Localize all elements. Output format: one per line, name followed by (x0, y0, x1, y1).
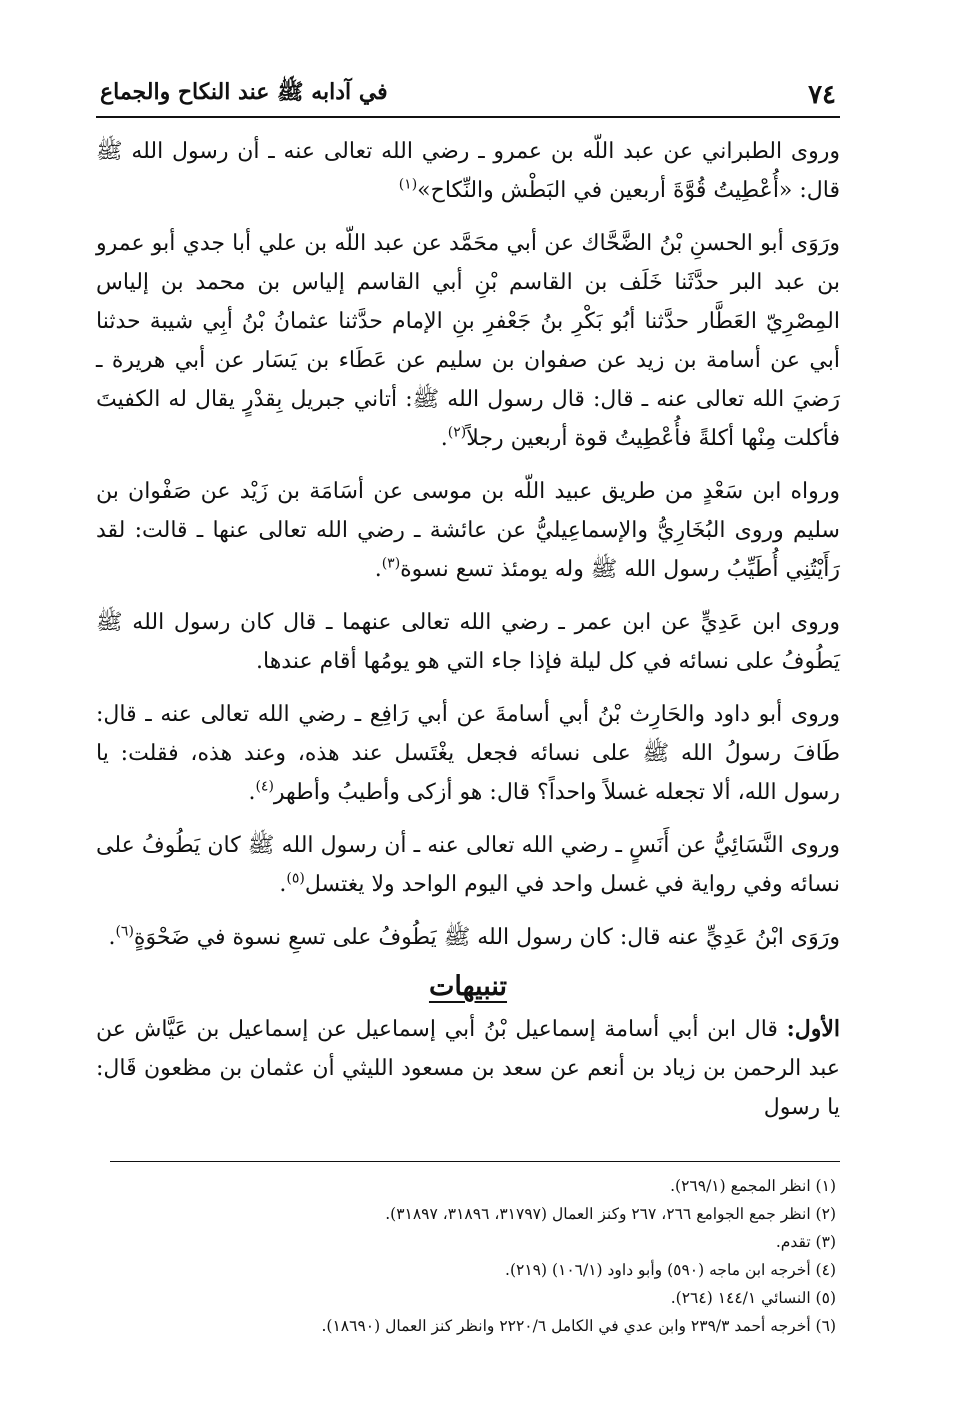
paragraph-first-note (96, 1010, 840, 1127)
paragraph-ibn-adi-1 (96, 603, 840, 681)
footnote-item: (٢) انظر جمع الجوامع ٢٦٦، ٢٦٧ وكنز العمال (٣١٧٩٧، ٣١٨٩٦، ٣١٨٩٧). (385, 1205, 836, 1223)
running-title: في آدابه ﷺ عند النكاح والجماع (100, 79, 388, 105)
paragraph-ibn-adi-2 (96, 918, 840, 957)
footnote-item: (١) انظر المجمع (٢٦٩/١). (670, 1177, 836, 1195)
paragraph-text: ورَوَى ابْنُ عَدِيٍّ عنه قال: كان رسول الله ﷺ يَطُوفُ على تسعِ نسوة في ضَحْوَةٍ (133, 925, 840, 950)
paragraph-text: ورواه ابن سَعْدٍ من طريق عبيد اللّه بن موسى عن أسَامَة بن زَيْد عن صَفْوان بن سليم وروى البُخَارِيُّ والإسماعِيليُّ عن عائشة ـ رضي الله تعالى عنها ـ قالت: لقد رَأَيْتُنِي أُطَيِّبُ رسول الله ﷺ وله يومئذ تسع نسوة (96, 479, 840, 582)
footnote-divider (110, 1161, 840, 1162)
footnote-item: (٥) النسائي ١٤٤/١ (٢٦٤). (670, 1289, 836, 1307)
paragraph-end: . (248, 780, 256, 805)
footnotes (96, 1172, 840, 1340)
paragraph-text: وروى ابن عَدِيٍّ عن ابن عمر ـ رضي الله تعالى عنهما ـ قال كان رسول الله ﷺ يَطُوفُ على نسائه في كل ليلة فإذا جاء التي هو يومُها أقام عندها. (96, 610, 840, 674)
footnote-ref[interactable]: (٣) (381, 555, 401, 572)
note-lead: الأول: (786, 1016, 840, 1042)
paragraph-abu-alhasan (96, 224, 840, 458)
paragraph-text: وروى أبو داود والحَارِث بْنُ أبي أسامةَ عن أبي رَافِع ـ رضي الله تعالى عنه ـ قال: طَافَ رسولُ الله ﷺ على نسائه فجعل يغْتَسل عند هذه، وعند هذه، فقلت: يا رسول الله، ألا تجعله غسلاً واحداً؟ قال: هو أزكى وأطيبُ وأطهر (96, 702, 840, 805)
footnote-item: (٤) أخرجه ابن ماجه (٥٩٠) وأبو داود (١٠٦/١) (٢١٩). (505, 1261, 836, 1279)
section-heading: تنبيهات (428, 971, 508, 1002)
paragraph-text: وروى النَّسَائِيُّ عن أَنَسٍ ـ رضي الله تعالى عنه ـ أن رسول الله ﷺ كان يَطُوفُ على نسائه وفي رواية في غسل واحد في اليوم الواحد ولا يغتسل (96, 833, 840, 897)
paragraph-ibn-saad (96, 472, 840, 589)
paragraph-nasai (96, 826, 840, 904)
footnote-ref[interactable]: (٤) (255, 778, 274, 795)
footnote-item: (٣) تقدم. (775, 1233, 836, 1251)
footnote-ref[interactable]: (٦) (115, 923, 134, 940)
paragraph-tabarani (96, 132, 840, 210)
main-text (96, 132, 840, 1127)
footnote-ref[interactable]: (١) (398, 176, 418, 193)
paragraph-end: . (108, 925, 116, 950)
footnote-ref[interactable]: (٥) (286, 870, 305, 887)
paragraph-text: قال ابن أبي أسامة إسماعيل بْنُ أبي إسماعيل عن إسماعيل بن عَيَّاش عن عبد الرحمن بن زياد بن أنعم عن سعد بن مسعود الليثي أن عثمان بن مظعون قَال: يا رسول (96, 1017, 840, 1120)
paragraph-end: . (279, 872, 287, 897)
paragraph-end: . (374, 557, 382, 582)
page-number: ٧٤ (808, 80, 836, 110)
paragraph-text: وروى الطبراني عن عبد اللّه بن عمرو ـ رضي الله تعالى عنه ـ أن رسول الله ﷺ قال: «أُعْطِيتُ قُوَّةَ أربعين في البَطْش والنِّكاح» (96, 139, 840, 203)
page-header (96, 78, 840, 118)
paragraph-end: . (440, 426, 448, 451)
paragraph-text: ورَوَى أبو الحسنِ بْنُ الضَّحَّاك عن أبي محَمَّد عن عبد اللّه بن علي أبا جدي أبو عمرو بن عبد البر حدَّثَنا خَلَف بن القاسم بْنِ أبي القاسم إلياس بن محمد بن إلياس المِصْرِيّ العَطَّار حدَّثنا أبُو بَكْرِ بنُ جَعْفرِ بنِ الإمام حدَّثنا عثمانُ بْنُ أبِي شيبة حدثنا أبي عن أسامة بن زيد عن صفوان بن سليم عن عَطَاء بن يَسَار عن أبي هريرة ـ رَضيَ الله تعالى عنه ـ قال: قال رسول الله ﷺ: أتاني جبريل بِقدْرٍ يقال له الكفيتَ فأكلت مِنْها أكلةً فأُعْطِيتُ قوة أربعين رجلاً (96, 231, 840, 451)
footnote-ref[interactable]: (٢) (447, 424, 467, 441)
paragraph-abu-dawud (96, 695, 840, 812)
footnote-item: (٦) أخرجه أحمد ٢٣٩/٣ وابن عدي في الكامل ٢٢٢٠/٦ وانظر كنز العمال (١٨٦٩٠). (321, 1317, 836, 1335)
